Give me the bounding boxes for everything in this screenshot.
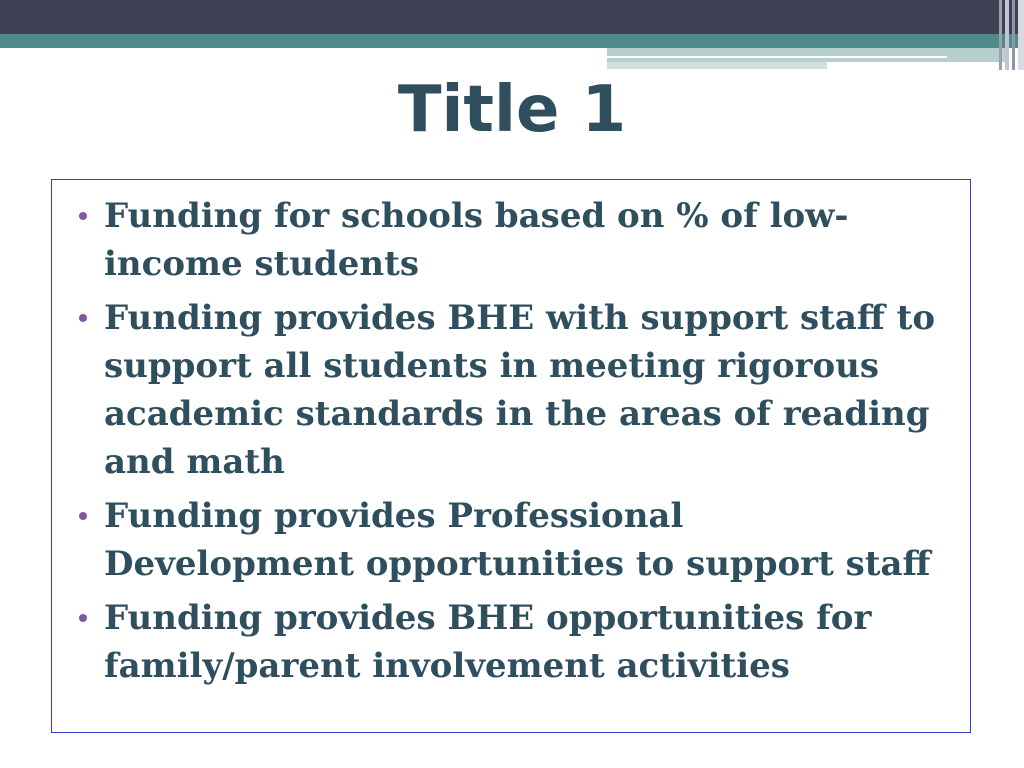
- bullet-text: Funding provides BHE with support staff to support all students in meeting rigorous academic standards in the areas of reading and math: [104, 298, 936, 482]
- stripe-4: [1018, 0, 1024, 70]
- bullet-dot-icon: [79, 614, 87, 622]
- content-box: [51, 179, 971, 733]
- bullet-item: [76, 594, 944, 690]
- bullet-item: [76, 492, 944, 588]
- slide-title: Title 1: [397, 73, 627, 147]
- header-stripes: [996, 0, 1024, 70]
- stripe-2: [1005, 0, 1009, 70]
- header-band-light-secondary: [607, 62, 827, 69]
- header-band-teal: [0, 34, 1024, 48]
- bullet-list: [76, 192, 944, 690]
- bullet-item: [76, 294, 944, 486]
- bullet-dot-icon: [79, 512, 87, 520]
- stripe-3: [1012, 0, 1015, 70]
- bullet-item: [76, 192, 944, 288]
- bullet-text: Funding provides BHE opportunities for family/parent involvement activities: [104, 598, 872, 686]
- bullet-text: Funding for schools based on % of low-income students: [104, 196, 849, 284]
- header-band-dark: [0, 0, 1024, 34]
- header-band-light: [607, 48, 1007, 62]
- stripe-1: [999, 0, 1002, 70]
- bullet-dot-icon: [79, 212, 87, 220]
- bullet-dot-icon: [79, 314, 87, 322]
- bullet-text: Funding provides Professional Development opportunities to support staff: [104, 496, 931, 584]
- header-divider-line: [607, 56, 947, 58]
